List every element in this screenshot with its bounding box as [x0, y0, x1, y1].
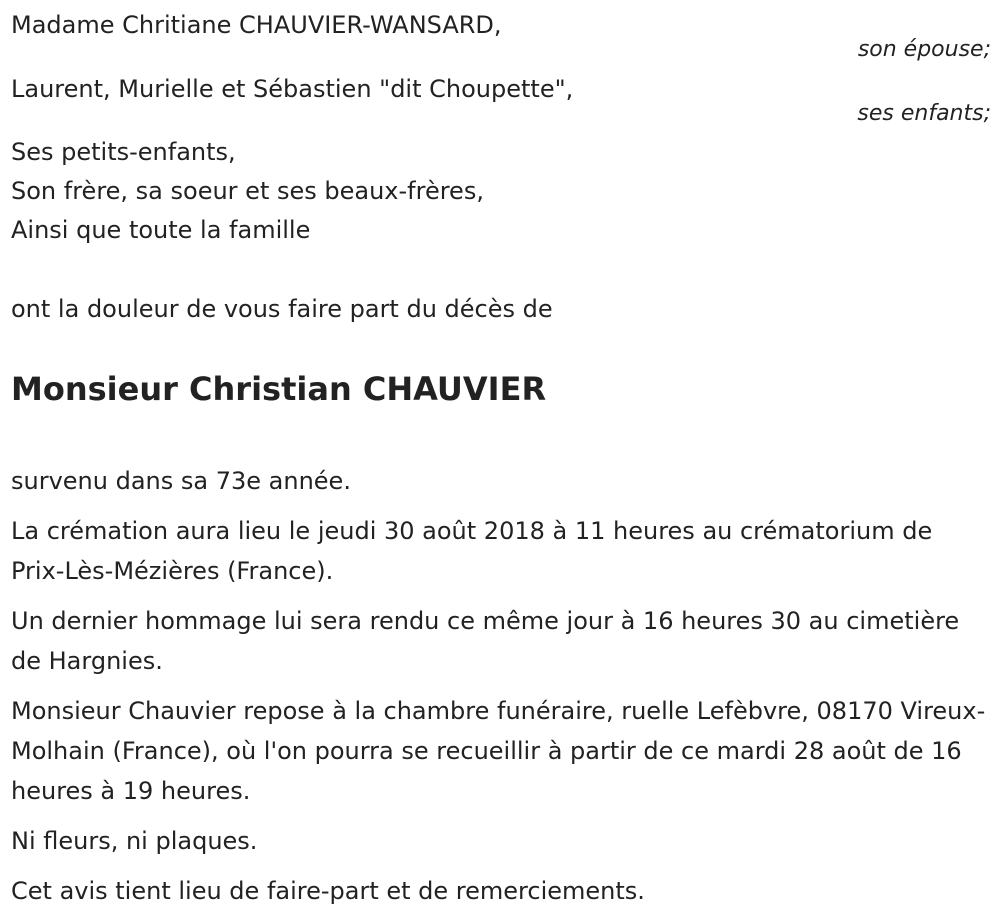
relatives-line: Ainsi que toute la famille — [11, 216, 311, 244]
family-member-name: Laurent, Murielle et Sébastien "dit Choupette", — [11, 75, 574, 103]
relatives-line: Son frère, sa soeur et ses beaux-frères, — [11, 177, 484, 205]
notice-paragraph: Un dernier hommage lui sera rendu ce même jour à 16 heures 30 au cimetière de Hargnies. — [11, 607, 960, 675]
deceased-name: Monsieur Christian CHAUVIER — [11, 370, 547, 408]
notice-paragraph: survenu dans sa 73e année. — [11, 467, 351, 495]
family-member-row — [11, 64, 991, 128]
family-member-role: ses enfants; — [857, 101, 991, 126]
notice-paragraph: Cet avis tient lieu de faire-part et de remerciements. — [11, 877, 645, 905]
family-member-name: Madame Chritiane CHAUVIER-WANSARD, — [11, 11, 502, 39]
family-member-row — [11, 0, 991, 64]
relatives-line: Ses petits-enfants, — [11, 138, 236, 166]
notice-paragraph: Ni fleurs, ni plaques. — [11, 827, 258, 855]
announcement-text: ont la douleur de vous faire part du décès de — [11, 295, 553, 323]
family-member-role: son épouse; — [857, 37, 991, 62]
relatives-list — [11, 133, 991, 250]
notice-paragraph: Monsieur Chauvier repose à la chambre funéraire, ruelle Lefèbvre, 08170 Vireux-Molhain (France), où l'on pourra se recueillir à partir de ce mardi 28 août de 16 heures à 19 heures. — [11, 697, 986, 805]
obituary-notice — [11, 0, 991, 911]
notice-paragraph: La crémation aura lieu le jeudi 30 août 2018 à 11 heures au crématorium de Prix-Lès-Mézières (France). — [11, 517, 933, 585]
